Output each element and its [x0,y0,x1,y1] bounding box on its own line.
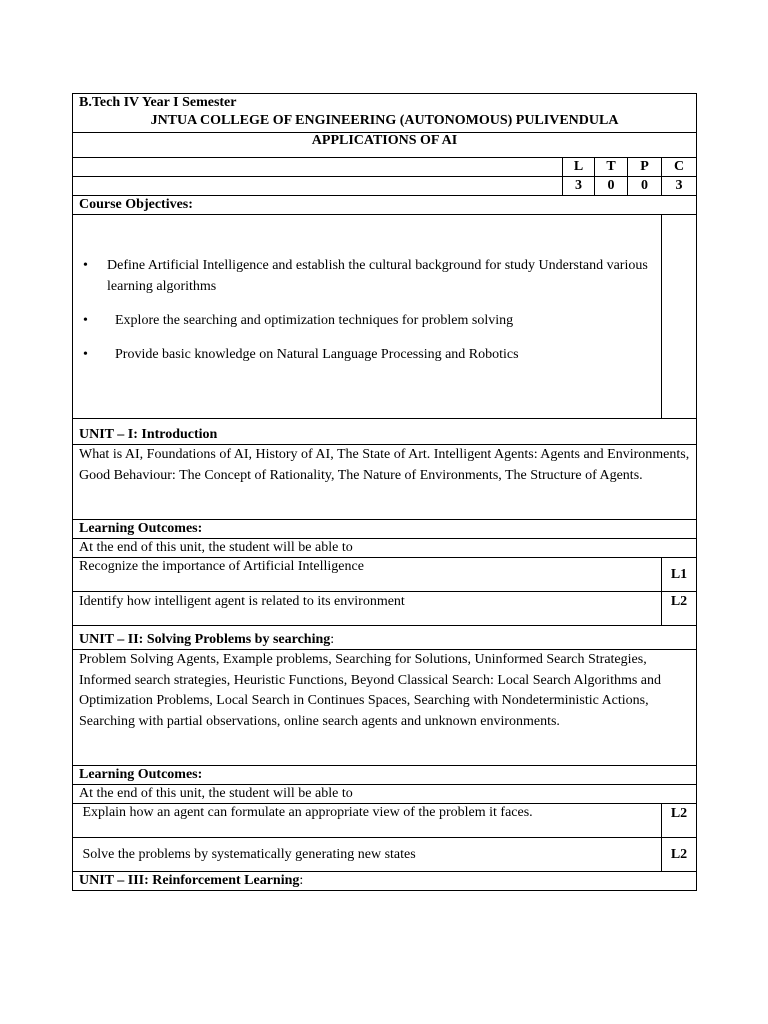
objective-text: Define Artificial Intelligence and establish the cultural background for study Understand various learning algorithms [107,258,648,294]
bullet-icon: • [83,313,88,328]
unit-3-heading-colon: : [299,873,304,888]
credit-value-p: 0 [628,177,662,196]
syllabus-table [72,93,697,891]
unit-1-heading: UNIT – I: Introduction [73,419,697,445]
bullet-icon: • [83,258,88,273]
credit-value-t: 0 [595,177,628,196]
unit-2-outcome-level: L2 [662,804,697,838]
objective-item [55,310,655,331]
unit-1-outcomes-intro: At the end of this unit, the student will be able to [73,539,697,558]
bullet-icon: • [83,347,88,362]
objectives-side-cell [662,215,697,419]
credits-spacer [73,177,563,196]
syllabus-document [72,93,696,891]
unit-1-content: What is AI, Foundations of AI, History of AI, The State of Art. Intelligent Agents: Agents and Environments, Good Behaviour: The Concept of Rationality, The Nature of Environments, The Structure of Agents. [73,445,697,520]
unit-2-heading-colon: : [330,632,335,647]
unit-2-content: Problem Solving Agents, Example problems, Searching for Solutions, Uninformed Search Strategies, Informed search strategies, Heuristic Functions, Beyond Classical Search: Local Search Algorithms and Optimization Problems, Local Search in Continues Spaces, Searching with Nondeterministic Actions, Searching with partial observations, online search agents and unknown environments. [73,650,697,766]
objective-text: Explore the searching and optimization techniques for problem solving [115,313,514,328]
credits-spacer [73,158,563,177]
unit-2-outcome-text: Explain how an agent can formulate an appropriate view of the problem it faces. [73,804,662,838]
credit-label-l: L [563,158,595,177]
credit-label-p: P [628,158,662,177]
unit-2-heading-title: UNIT – II: Solving Problems by searching [79,632,331,647]
course-objectives-cell [73,215,662,419]
unit-2-outcomes-intro: At the end of this unit, the student will be able to [73,785,697,804]
credit-value-l: 3 [563,177,595,196]
unit-1-outcome-level: L2 [662,592,697,626]
objective-item [55,255,655,297]
unit-3-heading [73,872,697,891]
objective-item [55,344,655,365]
unit-2-outcome-text: Solve the problems by systematically generating new states [73,838,662,872]
course-objectives-list [79,255,655,365]
unit-3-heading-title: UNIT – III: Reinforcement Learning [79,873,300,888]
unit-2-outcome-level: L2 [662,838,697,872]
course-title: APPLICATIONS OF AI [73,133,697,158]
unit-1-outcome-text: Identify how intelligent agent is related to its environment [73,592,662,626]
unit-2-heading [73,626,697,650]
credit-value-c: 3 [662,177,697,196]
credit-label-c: C [662,158,697,177]
objective-text: Provide basic knowledge on Natural Language Processing and Robotics [115,347,519,362]
unit-1-outcome-text: Recognize the importance of Artificial Intelligence [73,558,662,592]
unit-1-outcome-level: L1 [662,558,697,592]
college-name: JNTUA COLLEGE OF ENGINEERING (AUTONOMOUS) PULIVENDULA [150,113,619,128]
semester-label: B.Tech IV Year I Semester [79,95,237,110]
unit-2-outcomes-heading: Learning Outcomes: [73,766,697,785]
unit-1-outcomes-heading: Learning Outcomes: [73,520,697,539]
course-objectives-heading: Course Objectives: [73,196,697,215]
credit-label-t: T [595,158,628,177]
header-cell [73,94,697,133]
